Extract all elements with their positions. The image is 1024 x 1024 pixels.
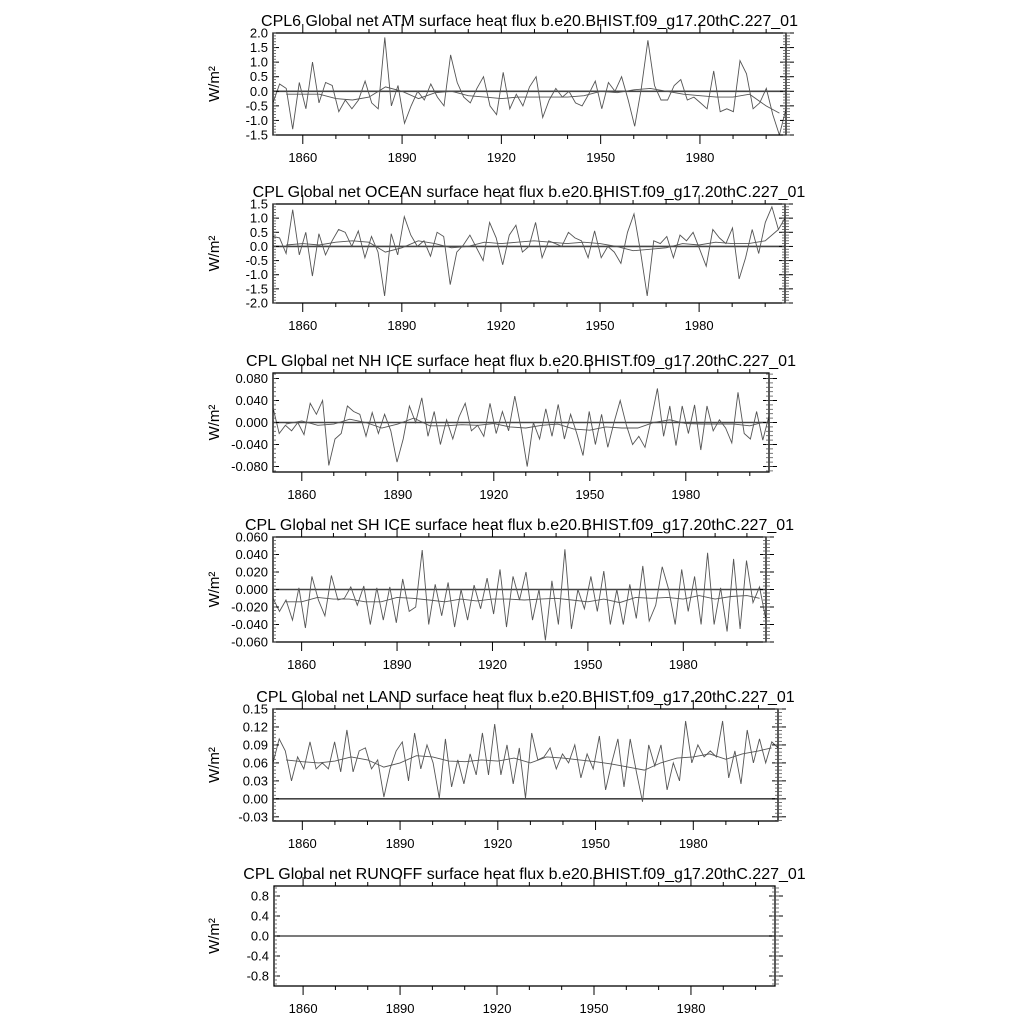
panel-4 [206,517,794,672]
y-tick-label: 0.8 [250,888,269,904]
x-tick-label: 1950 [586,150,616,165]
panel-1 [206,13,798,165]
x-tick-label: 1890 [382,657,412,672]
panel-6 [206,866,806,1016]
y-tick-label: 0.040 [235,393,268,408]
y-axis-label: W/m² [206,918,223,954]
y-tick-label: 0.060 [235,529,268,545]
y-tick-label: 0.15 [242,701,268,717]
y-tick-label: 0.4 [250,908,269,924]
x-tick-label: 1890 [387,318,417,333]
x-tick-label: 1860 [288,1001,318,1016]
x-tick-label: 1980 [685,150,715,165]
x-tick-label: 1860 [288,318,318,333]
y-tick-label: -1.5 [245,127,268,143]
x-tick-label: 1860 [287,487,317,502]
x-tick-label: 1920 [483,836,513,851]
x-tick-label: 1950 [579,1001,609,1016]
y-tick-label: 1.5 [249,196,268,212]
y-tick-label: -0.080 [231,459,268,474]
chart-title: CPL Global net SH ICE surface heat flux b.e20.BHIST.f09_g17.20thC.227_01 [244,517,795,534]
plot-frame [273,709,778,821]
plot-frame [273,33,786,135]
y-axis-label: W/m² [206,235,223,272]
x-tick-label: 1890 [385,836,415,851]
y-tick-label: 1.0 [249,54,268,70]
y-tick-label: 0.020 [235,564,268,580]
y-tick-label: -0.8 [246,968,269,984]
y-axis-label: W/m² [206,571,223,608]
series-line-running-mean [286,596,760,603]
y-tick-label: 0.000 [235,582,268,597]
series-line-annual [273,37,786,135]
y-tick-label: 0.09 [242,737,268,753]
y-tick-label: 1.0 [249,210,268,226]
series-line-annual [273,549,766,640]
y-tick-label: 0.000 [235,415,268,430]
panel-3 [206,353,796,502]
x-tick-label: 1920 [478,657,507,672]
y-axis-label: W/m² [206,66,223,102]
x-tick-label: 1950 [581,836,611,851]
y-tick-label: -0.040 [231,437,268,452]
y-tick-label: -2.0 [245,295,268,311]
y-axis-label: W/m² [206,404,223,441]
y-tick-label: -0.5 [245,253,268,269]
x-tick-label: 1860 [288,150,318,165]
x-tick-label: 1980 [678,836,708,851]
x-tick-label: 1980 [676,1001,706,1016]
x-tick-label: 1980 [684,318,714,333]
y-tick-label: 0.0 [249,238,268,254]
series-line-annual [273,207,785,296]
x-tick-label: 1860 [287,836,317,851]
y-tick-label: 0.03 [242,773,268,789]
x-tick-label: 1980 [668,657,698,672]
y-tick-label: 0.5 [249,69,268,85]
y-tick-label: 0.00 [242,791,268,807]
x-tick-label: 1920 [486,150,516,165]
y-tick-label: 0.0 [250,928,269,944]
chart-title: CPL6 Global net ATM surface heat flux b.e20.BHIST.f09_g17.20thC.227_01 [261,13,798,30]
y-tick-label: 2.0 [249,25,268,41]
y-tick-label: 0.0 [249,83,268,99]
y-tick-label: 1.5 [249,40,268,56]
panel-5 [206,689,795,851]
x-tick-label: 1980 [671,487,701,502]
x-tick-label: 1890 [383,487,413,502]
y-tick-label: -0.040 [231,617,268,632]
x-tick-label: 1950 [575,487,605,502]
chart-title: CPL Global net OCEAN surface heat flux b.e20.BHIST.f09_g17.20thC.227_01 [252,184,806,201]
x-tick-label: 1890 [387,150,417,165]
y-tick-label: -0.060 [231,634,268,650]
y-tick-label: 0.12 [242,719,268,735]
y-tick-label: 0.06 [242,755,268,771]
y-axis-label: W/m² [206,747,223,783]
x-tick-label: 1920 [482,1001,512,1016]
chart-title: CPL Global net RUNOFF surface heat flux b.e20.BHIST.f09_g17.20thC.227_01 [243,866,806,883]
y-tick-label: 0.5 [249,224,268,240]
y-tick-label: -1.0 [245,267,268,283]
chart-title: CPL Global net NH ICE surface heat flux b.e20.BHIST.f09_g17.20thC.227_01 [246,353,796,370]
x-tick-label: 1860 [287,657,317,672]
x-tick-label: 1920 [486,318,516,333]
x-tick-label: 1950 [573,657,603,672]
x-tick-label: 1890 [385,1001,415,1016]
chart-title: CPL Global net LAND surface heat flux b.e20.BHIST.f09_g17.20thC.227_01 [256,689,795,706]
y-tick-label: -1.0 [245,112,268,128]
y-tick-label: 0.080 [235,371,268,386]
y-tick-label: -0.5 [245,98,268,114]
panel-2 [206,184,805,333]
y-tick-label: -1.5 [245,281,268,297]
x-tick-label: 1950 [585,318,615,333]
y-tick-label: -0.4 [246,948,269,964]
y-tick-label: -0.03 [238,809,268,825]
y-tick-label: 0.040 [235,547,268,562]
x-tick-label: 1920 [479,487,509,502]
y-tick-label: -0.020 [231,599,268,615]
